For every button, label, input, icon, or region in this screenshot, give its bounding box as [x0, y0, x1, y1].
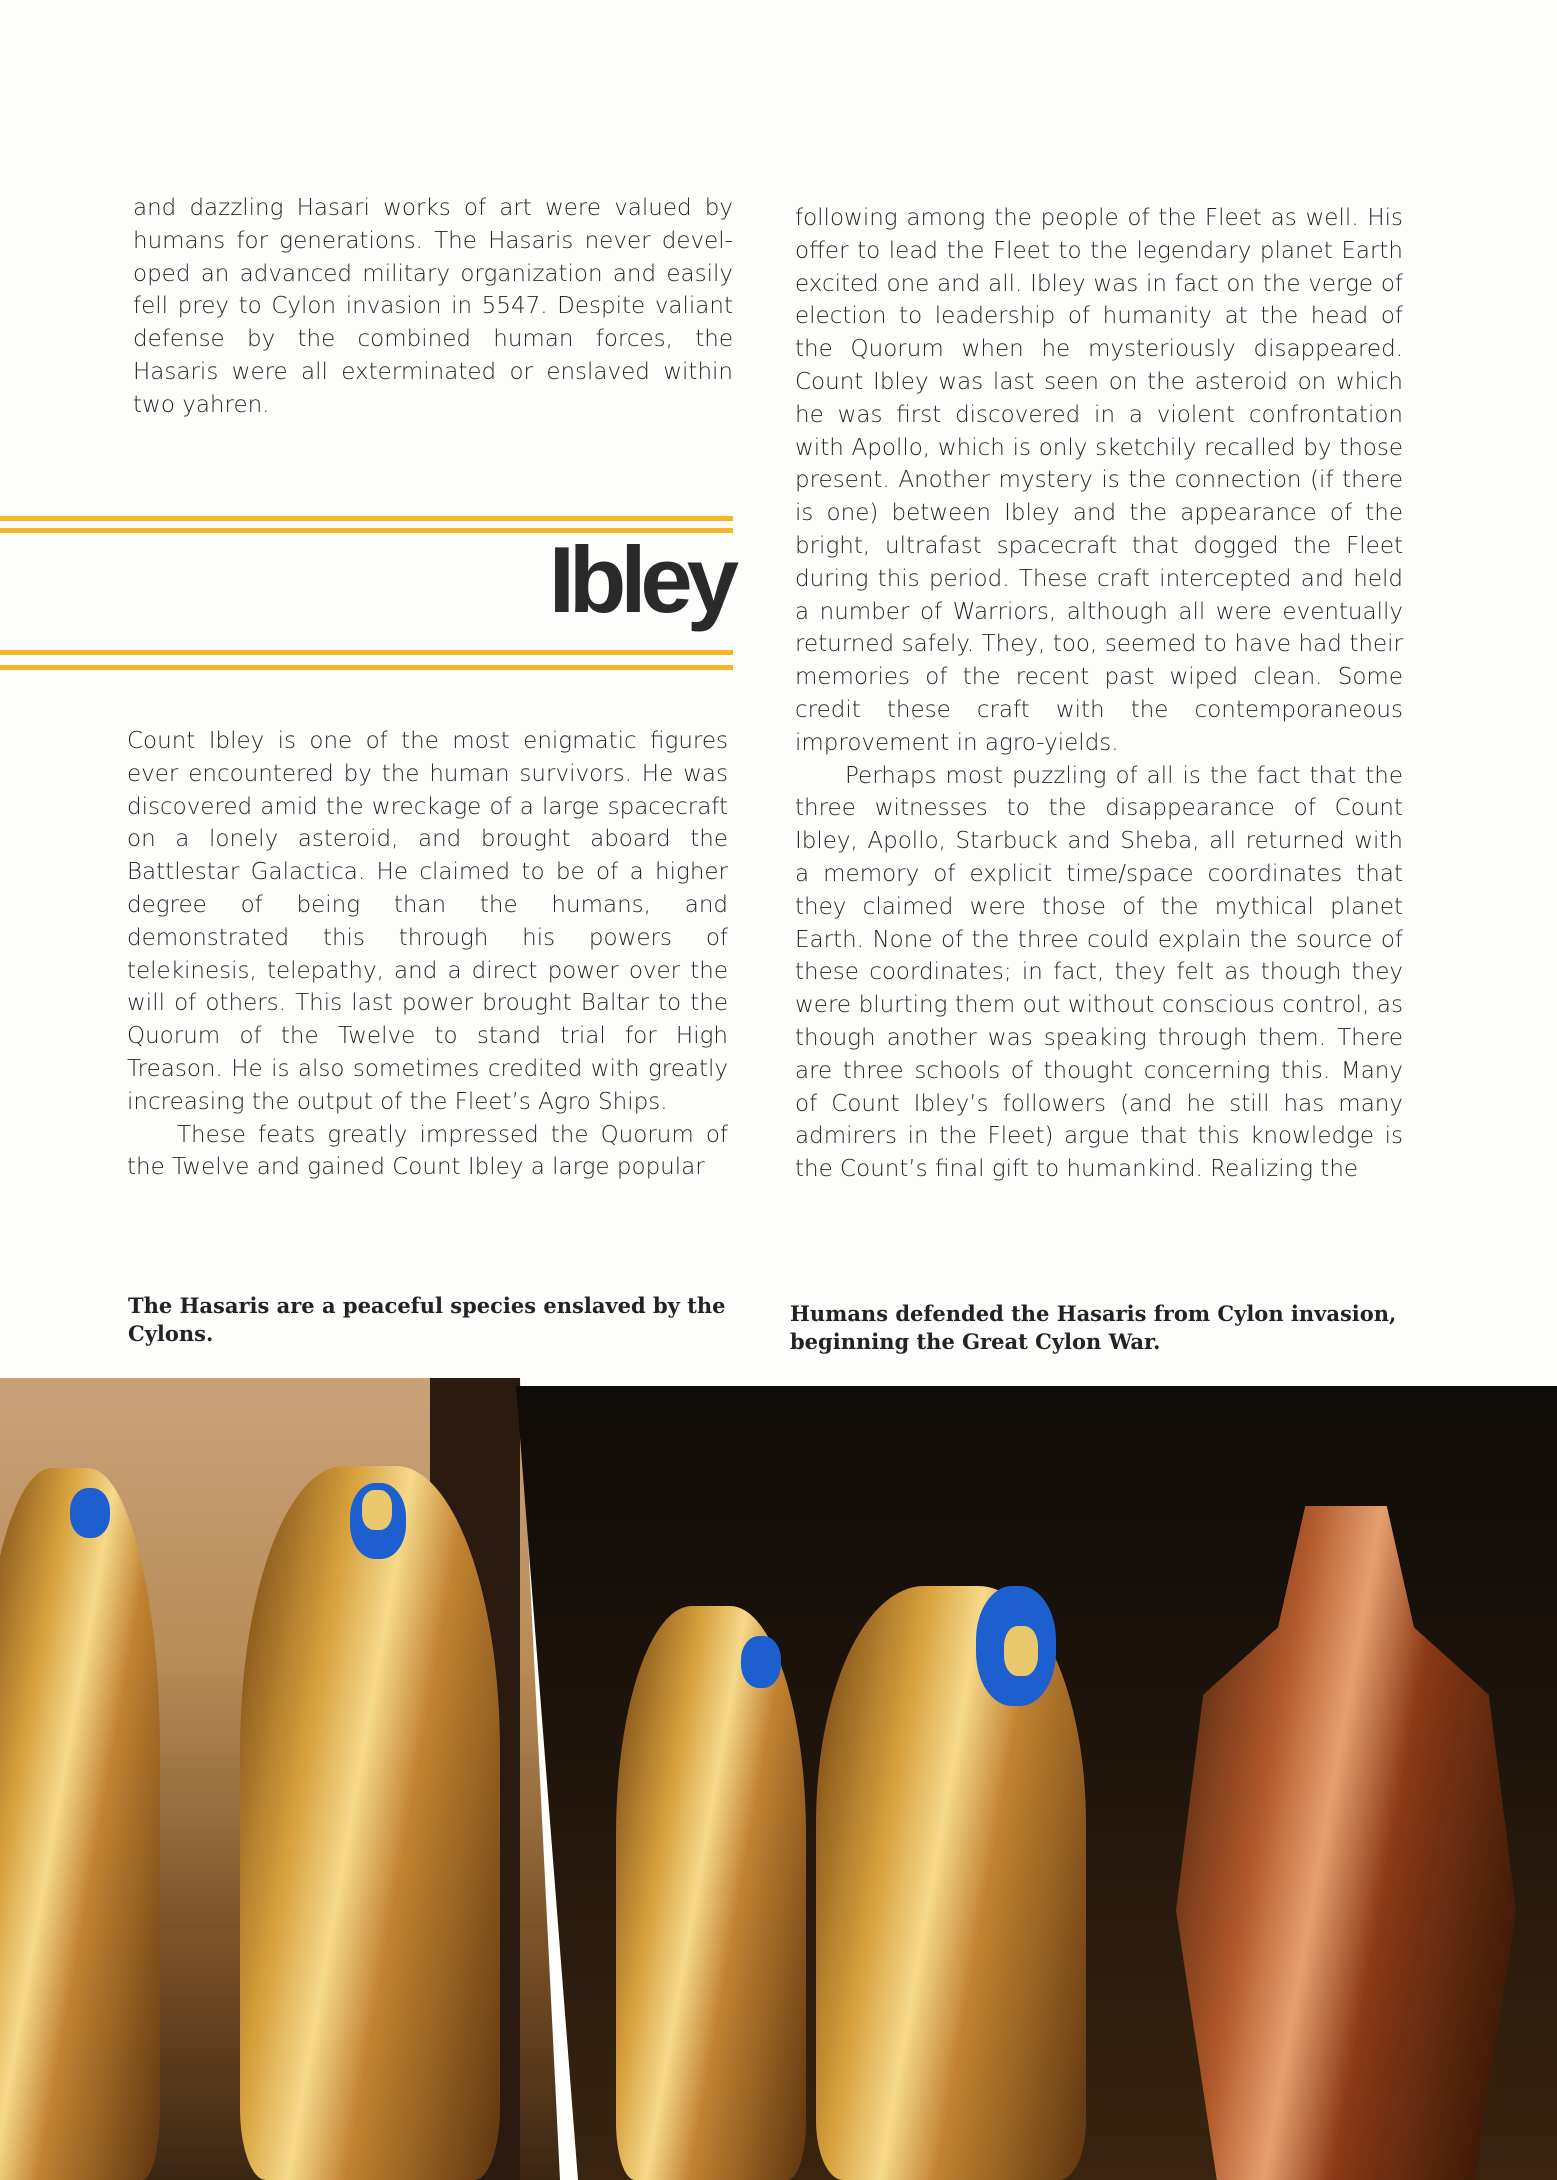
- hasari-mask: [70, 1488, 110, 1538]
- heading-rule-top-1: [0, 516, 733, 521]
- paragraph: following among the people of the Fleet as well. His offer to lead the Fleet to the legendary planet Earth excited one and all. Ibley was in fact on the verge of election to leadership of humanity at the head of the Quorum when he mysteriously disappeared. Count Ibley was last seen on the asteroid on which he was first discovered in a violent confrontation with Apollo, which is only sketchily recalled by those present. Another mystery is the connection (if there is one) between Ibley and the appearance of the bright, ultrafast spacecraft that dogged the Fleet during this period. These craft intercepted and held a number of Warriors, although all were eventually returned safely. They, too, seemed to have had their memories of the recent past wiped clean. Some credit these craft with the contemporaneous improvement in agro-yields.: [795, 205, 1403, 756]
- paragraph: Count Ibley is one of the most enigmatic figures ever encountered by the human survivors. He was discovered amid the wreckage of a large spacecraft on a lonely asteroid, and brought aboard the Battlestar Galactica. He claimed to be of a higher degree of being than the humans, and demonstrated this through his powers of telekinesis, telepathy, and a direct power over the will of others. This last power brought Baltar to the Quorum of the Twelve to stand trial for High Treason. He is also sometimes credited with greatly increasing the output of the Fleet’s Agro Ships.: [127, 728, 728, 1115]
- hasari-mask: [741, 1636, 781, 1688]
- hasari-face: [1004, 1626, 1038, 1676]
- left-column-bottom: [127, 725, 728, 1184]
- hasaris-photo: [0, 1378, 560, 2180]
- photo-caption-left: The Hasaris are a peaceful species enslaved by the Cylons.: [128, 1293, 726, 1346]
- left-column-top: [133, 192, 733, 422]
- hasari-figure: [616, 1606, 806, 2180]
- hasari-figure-center: [240, 1466, 500, 2180]
- paragraph: These feats greatly impressed the Quorum of the Twelve and gained Count Ibley a large popular: [127, 1121, 728, 1181]
- paragraph: Perhaps most puzzling of all is the fact that the three witnesses to the disappearance of Count Ibley, Apollo, Starbuck and Sheba, all returned with a memory of explicit time/space coordinates that they claimed were those of the mythical planet Earth. None of the three could explain the source of these coordinates; in fact, they felt as though they were blurting them out without conscious control, as though another was speaking through them. There are three schools of thought concerning this. Many of Count Ibley’s followers (and he still has many admirers in the Fleet) argue that this knowledge is the Count’s final gift to humankind. Realizing the: [795, 762, 1403, 1183]
- heading-rule-bottom-1: [0, 650, 733, 655]
- right-column: [795, 202, 1403, 1186]
- cylon-centurion: [1176, 1506, 1516, 2180]
- section-heading: Ibley: [548, 527, 733, 632]
- paragraph: and dazzling Hasari works of art were valued by humans for generations. The Hasaris never developed an advanced military organization and easily fell prey to Cylon invasion in 5547. Despite valiant defense by the combined human forces, the Hasaris were all exterminated or enslaved within two yahren.: [133, 195, 733, 418]
- heading-rule-bottom-2: [0, 665, 733, 670]
- cylon-confrontation-photo: [516, 1386, 1557, 2180]
- hasari-figure-left: [0, 1468, 160, 2180]
- photo-caption-right: Humans defended the Hasaris from Cylon invasion, beginning the Great Cylon War.: [790, 1301, 1397, 1354]
- hasari-face: [362, 1490, 392, 1530]
- photo-spread: [0, 1378, 1557, 2180]
